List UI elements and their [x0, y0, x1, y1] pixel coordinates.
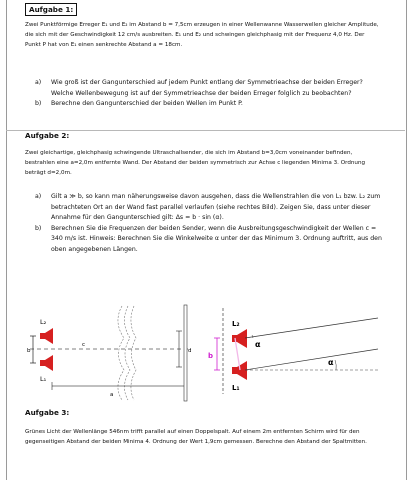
- label-b-left: b: [27, 348, 31, 354]
- task2-item-a: [25, 192, 385, 224]
- label-d: d: [188, 348, 192, 354]
- task3-header-label: Aufgabe 3:: [25, 408, 70, 417]
- task1-questions: [25, 78, 385, 110]
- label-alpha-source: α: [255, 340, 261, 349]
- task2-header: [25, 131, 69, 140]
- emitter-lower: [40, 355, 53, 371]
- task2-item-b: [25, 224, 385, 256]
- task2-questions: [25, 192, 385, 256]
- task2-header-label: Aufgabe 2:: [25, 131, 70, 140]
- ultrasound-diagram: [0, 302, 411, 404]
- task2-item-b-text: Berechnen Sie die Frequenzen der beiden Sender, wenn die Ausbreitungsgeschwindigkeit der Wellen c = 340 m/s ist. Hinweis: Berechnen Sie die Winkelweite α unter der das Minimum 3. Ordnung auftritt, aus den oben angegebenen Längen.: [51, 224, 382, 253]
- task2-item-a-text: Gilt a ≫ b, so kann man näherungsweise davon ausgehen, dass die Wellenstrahlen die von L₁ bzw. L₂ zum betrachteten Ort an der Wand fast parallel verlaufen (siehe rechtes Bild). Zeigen Sie, dass unter dieser Annahme für den Gangunterschied gilt: Δs = b · sin (α).: [51, 193, 381, 222]
- task2-intro: Zwei gleichartige, gleichphasig schwingende Ultraschallsender, die sich im Abstand b=3,0cm voneinander befinden, bestrahlen eine a=2,0m entfernte Wand. Der Abstand der beiden symmetrisch zur Achse c liegenden Minima 3. Ordnung beträgt d=2,0m.: [25, 150, 366, 176]
- label-L1-right: L₁: [232, 384, 240, 392]
- task1-item-b-text: Berechne den Gangunterschied der beiden Wellen im Punkt P.: [51, 100, 243, 108]
- task1-item-b-label: b): [35, 100, 42, 108]
- emitter-upper: [40, 328, 53, 344]
- label-L2-right: L₂: [232, 320, 240, 328]
- task1-item-a-text: Wie groß ist der Gangunterschied auf jedem Punkt entlang der Symmetrieachse der beiden Erreger? Welche Wellenbewegung ist auf der Symmetrieachse der beiden Erreger folglich zu beobachten?: [51, 79, 363, 97]
- ray-lower: [245, 349, 378, 370]
- task2-item-b-label: b): [35, 224, 42, 232]
- task1-intro: Zwei Punktförmige Erreger E₁ und E₂ im Abstand b = 7,5cm erzeugen in einer Wellenwanne Wasserwellen gleicher Amplitude, die sich mit der Geschwindigkeit 12 cm/s ausbreiten. E₁ und E₂ und schwingen gleichphasig mit der Frequenz 4,0 Hz. Der Punkt P hat von E₁ einen senkrechte Abstand a = 18cm.: [25, 22, 379, 48]
- task1-item-a: [25, 78, 385, 99]
- task1-header-label: Aufgabe 1:: [25, 3, 77, 16]
- label-c: c: [82, 342, 86, 348]
- label-L2-left: L₂: [40, 318, 47, 326]
- task1-header: [25, 3, 77, 16]
- label-L1-left: L₁: [40, 375, 47, 383]
- task3-header: [25, 408, 69, 417]
- label-b-right: b: [208, 352, 214, 360]
- task2-item-a-label: a): [35, 193, 42, 200]
- task1-item-a-label: a): [35, 79, 42, 86]
- task3-intro: Grünes Licht der Wellenlänge 546nm trifft parallel auf einen Doppelspalt. Auf einem 2m entfernten Schirm wird für den gegenseitigen Abstand der beiden Minima 4. Ordnung der Wert 1,9cm gemessen. Berechne den Abstand der Spaltmitten.: [25, 429, 367, 445]
- emitter-upper-right: [232, 329, 247, 348]
- ray-upper: [245, 318, 378, 338]
- left-diagram: [27, 305, 192, 401]
- label-a: a: [110, 392, 114, 398]
- wall: [184, 305, 187, 401]
- label-alpha-ray: α: [328, 358, 334, 367]
- task1-item-b: [25, 99, 385, 110]
- right-diagram: [208, 308, 380, 394]
